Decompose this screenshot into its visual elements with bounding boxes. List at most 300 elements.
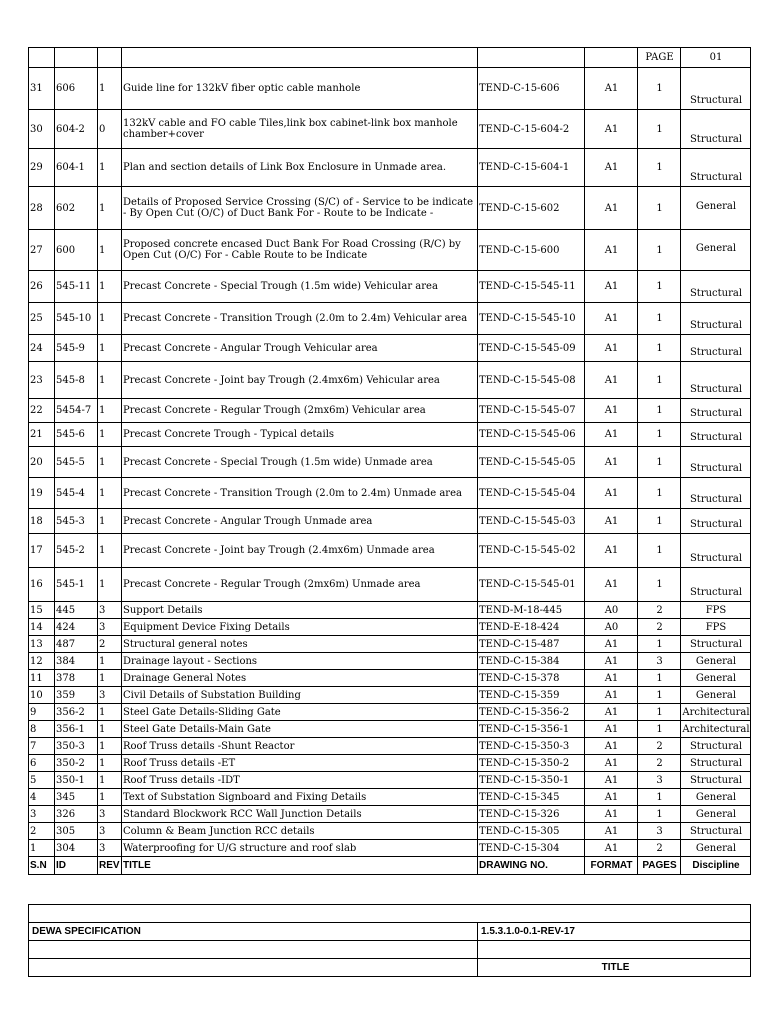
cell-drawing-no: TEND-C-15-545-06 (478, 423, 585, 447)
cell-rev: 1 (98, 335, 122, 362)
cell-pages: 1 (638, 68, 681, 110)
cell-format: A1 (585, 568, 638, 602)
cell-pages: 1 (638, 687, 681, 704)
cell-sn: 27 (29, 230, 55, 271)
cell-rev: 1 (98, 68, 122, 110)
cell-pages: 2 (638, 755, 681, 772)
cell-drawing-no: TEND-C-15-345 (478, 789, 585, 806)
footer-spec-row (29, 923, 751, 941)
table-row (29, 840, 751, 857)
cell-format: A1 (585, 806, 638, 823)
cell-pages: 1 (638, 704, 681, 721)
cell-rev: 1 (98, 362, 122, 399)
cell-discipline: Architectural (681, 704, 751, 721)
cell-drawing-no: TEND-C-15-545-10 (478, 303, 585, 335)
cell-drawing-no: TEND-C-15-378 (478, 670, 585, 687)
table-row (29, 568, 751, 602)
cell-format: A1 (585, 271, 638, 303)
cell-drawing-no: TEND-C-15-304 (478, 840, 585, 857)
cell-drawing-no: TEND-C-15-606 (478, 68, 585, 110)
cell-sn: 5 (29, 772, 55, 789)
cell-title: Structural general notes (122, 636, 478, 653)
cell-id: 545-10 (55, 303, 98, 335)
cell-discipline: FPS (681, 602, 751, 619)
cell-rev: 3 (98, 840, 122, 857)
cell-title: Precast Concrete - Joint bay Trough (2.4mx6m) Unmade area (122, 534, 478, 568)
cell-discipline: Structural (681, 110, 751, 149)
cell-format: A0 (585, 619, 638, 636)
cell-title: Precast Concrete - Regular Trough (2mx6m) Vehicular area (122, 399, 478, 423)
cell-id: 305 (55, 823, 98, 840)
cell-rev: 1 (98, 303, 122, 335)
cell-pages: 1 (638, 230, 681, 271)
cell-format: A1 (585, 68, 638, 110)
cell-sn: 17 (29, 534, 55, 568)
cell-id: 604-2 (55, 110, 98, 149)
table-row (29, 335, 751, 362)
cell-discipline: Structural (681, 303, 751, 335)
cell-format: A1 (585, 534, 638, 568)
cell-rev: 1 (98, 772, 122, 789)
cell-discipline: Architectural (681, 721, 751, 738)
cell-title: Precast Concrete - Special Trough (1.5m wide) Vehicular area (122, 271, 478, 303)
table-row (29, 362, 751, 399)
cell-discipline: Structural (681, 636, 751, 653)
cell-drawing-no: TEND-E-18-424 (478, 619, 585, 636)
cell-sn: 31 (29, 68, 55, 110)
cell-title: Guide line for 132kV fiber optic cable manhole (122, 68, 478, 110)
cell-id: 545-4 (55, 478, 98, 509)
cell-pages: 1 (638, 509, 681, 534)
cell-drawing-no: TEND-C-15-545-08 (478, 362, 585, 399)
cell-rev: 1 (98, 568, 122, 602)
cell-discipline: Structural (681, 478, 751, 509)
header-title: TITLE (122, 857, 478, 875)
cell-discipline: General (681, 806, 751, 823)
table-row (29, 187, 751, 230)
cell-id: 600 (55, 230, 98, 271)
cell-format: A1 (585, 840, 638, 857)
cell-title: Precast Concrete - Transition Trough (2.0m to 2.4m) Vehicular area (122, 303, 478, 335)
cell-sn: 19 (29, 478, 55, 509)
cell-format: A1 (585, 687, 638, 704)
cell-format: A1 (585, 423, 638, 447)
cell-drawing-no: TEND-C-15-545-09 (478, 335, 585, 362)
cell-id: 545-6 (55, 423, 98, 447)
cell-drawing-no: TEND-C-15-359 (478, 687, 585, 704)
cell-id: 356-2 (55, 704, 98, 721)
cell-pages: 1 (638, 806, 681, 823)
cell-title: Steel Gate Details-Main Gate (122, 721, 478, 738)
column-header-row (29, 857, 751, 875)
header-id: ID (55, 857, 98, 875)
table-row (29, 687, 751, 704)
cell-pages: 1 (638, 271, 681, 303)
cell-id: 545-5 (55, 447, 98, 478)
table-row (29, 721, 751, 738)
cell-rev: 3 (98, 687, 122, 704)
cell-sn: 15 (29, 602, 55, 619)
cell-rev: 1 (98, 738, 122, 755)
cell-rev: 1 (98, 399, 122, 423)
table-row (29, 271, 751, 303)
table-row (29, 653, 751, 670)
cell-sn: 16 (29, 568, 55, 602)
cell-title: Plan and section details of Link Box Enclosure in Unmade area. (122, 149, 478, 187)
cell-discipline: Structural (681, 534, 751, 568)
cell-title: Column & Beam Junction RCC details (122, 823, 478, 840)
cell-discipline: General (681, 230, 751, 271)
cell-drawing-no: TEND-C-15-604-2 (478, 110, 585, 149)
cell-drawing-no: TEND-C-15-384 (478, 653, 585, 670)
cell-id: 545-2 (55, 534, 98, 568)
cell-sn: 30 (29, 110, 55, 149)
table-row (29, 772, 751, 789)
cell-discipline: Structural (681, 823, 751, 840)
cell-id: 487 (55, 636, 98, 653)
cell-pages: 1 (638, 187, 681, 230)
header-drawing-no: DRAWING NO. (478, 857, 585, 875)
table-row (29, 509, 751, 534)
cell-discipline: Structural (681, 738, 751, 755)
cell-title: Support Details (122, 602, 478, 619)
table-row (29, 789, 751, 806)
cell-pages: 2 (638, 619, 681, 636)
cell-id: 350-2 (55, 755, 98, 772)
footer-title-row (29, 959, 751, 977)
cell-rev: 3 (98, 806, 122, 823)
cell-pages: 1 (638, 534, 681, 568)
cell-discipline: Structural (681, 772, 751, 789)
cell-title: Proposed concrete encased Duct Bank For Road Crossing (R/C) by Open Cut (O/C) For - Cable Route to be Indicate (122, 230, 478, 271)
cell-drawing-no: TEND-C-15-350-2 (478, 755, 585, 772)
cell-pages: 2 (638, 602, 681, 619)
cell-format: A1 (585, 823, 638, 840)
cell-title: Equipment Device Fixing Details (122, 619, 478, 636)
cell-sn: 25 (29, 303, 55, 335)
cell-drawing-no: TEND-C-15-545-01 (478, 568, 585, 602)
cell-format: A1 (585, 755, 638, 772)
cell-sn: 14 (29, 619, 55, 636)
spec-number: 1.5.3.1.0-0.1-REV-17 (478, 923, 751, 941)
cell-drawing-no: TEND-C-15-326 (478, 806, 585, 823)
cell-id: 606 (55, 68, 98, 110)
cell-id: 359 (55, 687, 98, 704)
cell-id: 545-3 (55, 509, 98, 534)
footer-empty-row (29, 941, 751, 959)
cell-sn: 18 (29, 509, 55, 534)
cell-discipline: General (681, 840, 751, 857)
cell-rev: 1 (98, 534, 122, 568)
cell-format: A1 (585, 509, 638, 534)
cell-rev: 1 (98, 149, 122, 187)
cell-pages: 2 (638, 840, 681, 857)
cell-sn: 13 (29, 636, 55, 653)
cell-drawing-no: TEND-C-15-305 (478, 823, 585, 840)
cell-sn: 28 (29, 187, 55, 230)
cell-format: A1 (585, 110, 638, 149)
cell-drawing-no: TEND-C-15-545-02 (478, 534, 585, 568)
cell-pages: 1 (638, 362, 681, 399)
cell-format: A1 (585, 704, 638, 721)
cell-pages: 2 (638, 738, 681, 755)
cell-sn: 1 (29, 840, 55, 857)
table-row (29, 423, 751, 447)
cell-title: Precast Concrete Trough - Typical details (122, 423, 478, 447)
cell-pages: 1 (638, 568, 681, 602)
cell-discipline: General (681, 687, 751, 704)
cell-sn: 20 (29, 447, 55, 478)
cell-rev: 1 (98, 230, 122, 271)
cell-pages: 1 (638, 789, 681, 806)
cell-id: 345 (55, 789, 98, 806)
cell-format: A1 (585, 670, 638, 687)
cell-rev: 1 (98, 271, 122, 303)
cell-sn: 6 (29, 755, 55, 772)
cell-rev: 3 (98, 823, 122, 840)
cell-id: 350-1 (55, 772, 98, 789)
cell-id: 604-1 (55, 149, 98, 187)
cell-title: Precast Concrete - Special Trough (1.5m wide) Unmade area (122, 447, 478, 478)
cell-rev: 0 (98, 110, 122, 149)
cell-pages: 3 (638, 653, 681, 670)
cell-rev: 1 (98, 755, 122, 772)
cell-id: 545-11 (55, 271, 98, 303)
cell-sn: 24 (29, 335, 55, 362)
cell-id: 350-3 (55, 738, 98, 755)
cell-pages: 1 (638, 335, 681, 362)
table-row (29, 303, 751, 335)
cell-pages: 1 (638, 636, 681, 653)
cell-id: 602 (55, 187, 98, 230)
table-row (29, 478, 751, 509)
cell-id: 304 (55, 840, 98, 857)
cell-rev: 1 (98, 187, 122, 230)
cell-discipline: Structural (681, 399, 751, 423)
drawing-register-table (28, 47, 751, 875)
cell-title: Precast Concrete - Joint bay Trough (2.4mx6m) Vehicular area (122, 362, 478, 399)
cell-title: Steel Gate Details-Sliding Gate (122, 704, 478, 721)
cell-drawing-no: TEND-C-15-350-1 (478, 772, 585, 789)
footer-blank-row (29, 905, 751, 923)
cell-pages: 1 (638, 303, 681, 335)
table-row (29, 823, 751, 840)
cell-format: A1 (585, 149, 638, 187)
table-row (29, 670, 751, 687)
cell-sn: 2 (29, 823, 55, 840)
cell-sn: 22 (29, 399, 55, 423)
cell-rev: 3 (98, 602, 122, 619)
cell-format: A1 (585, 303, 638, 335)
page-label: PAGE (638, 48, 681, 68)
cell-discipline: General (681, 670, 751, 687)
cell-rev: 1 (98, 653, 122, 670)
cell-title: Roof Truss details -Shunt Reactor (122, 738, 478, 755)
cell-title: Drainage General Notes (122, 670, 478, 687)
table-row (29, 534, 751, 568)
header-format: FORMAT (585, 857, 638, 875)
cell-id: 424 (55, 619, 98, 636)
spec-label: DEWA SPECIFICATION (29, 923, 478, 941)
cell-pages: 1 (638, 478, 681, 509)
cell-title: Roof Truss details -ET (122, 755, 478, 772)
cell-discipline: General (681, 187, 751, 230)
cell-drawing-no: TEND-C-15-545-11 (478, 271, 585, 303)
cell-discipline: FPS (681, 619, 751, 636)
cell-discipline: Structural (681, 149, 751, 187)
table-row (29, 704, 751, 721)
cell-sn: 10 (29, 687, 55, 704)
cell-discipline: Structural (681, 509, 751, 534)
cell-sn: 11 (29, 670, 55, 687)
cell-sn: 3 (29, 806, 55, 823)
cell-discipline: Structural (681, 568, 751, 602)
cell-discipline: Structural (681, 271, 751, 303)
cell-pages: 1 (638, 721, 681, 738)
cell-format: A1 (585, 738, 638, 755)
cell-drawing-no: TEND-C-15-600 (478, 230, 585, 271)
cell-drawing-no: TEND-C-15-545-04 (478, 478, 585, 509)
cell-discipline: Structural (681, 68, 751, 110)
cell-format: A1 (585, 636, 638, 653)
cell-id: 326 (55, 806, 98, 823)
page-number: 01 (681, 48, 751, 68)
cell-drawing-no: TEND-C-15-350-3 (478, 738, 585, 755)
cell-format: A1 (585, 230, 638, 271)
cell-rev: 1 (98, 670, 122, 687)
cell-sn: 23 (29, 362, 55, 399)
cell-rev: 1 (98, 721, 122, 738)
cell-id: 545-1 (55, 568, 98, 602)
cell-discipline: Structural (681, 423, 751, 447)
cell-format: A1 (585, 362, 638, 399)
cell-id: 445 (55, 602, 98, 619)
header-rev: REV (98, 857, 122, 875)
cell-drawing-no: TEND-C-15-545-05 (478, 447, 585, 478)
cell-drawing-no: TEND-C-15-487 (478, 636, 585, 653)
cell-discipline: Structural (681, 335, 751, 362)
cell-drawing-no: TEND-C-15-604-1 (478, 149, 585, 187)
cell-drawing-no: TEND-C-15-545-07 (478, 399, 585, 423)
cell-title: Civil Details of Substation Building (122, 687, 478, 704)
cell-discipline: Structural (681, 447, 751, 478)
cell-sn: 4 (29, 789, 55, 806)
cell-sn: 7 (29, 738, 55, 755)
cell-rev: 3 (98, 619, 122, 636)
cell-id: 356-1 (55, 721, 98, 738)
cell-rev: 1 (98, 704, 122, 721)
cell-rev: 2 (98, 636, 122, 653)
cell-id: 545-9 (55, 335, 98, 362)
table-row (29, 399, 751, 423)
cell-title: Precast Concrete - Transition Trough (2.0m to 2.4m) Unmade area (122, 478, 478, 509)
cell-title: Details of Proposed Service Crossing (S/C) of - Service to be indicate - By Open Cut (O/C) of Duct Bank For - Route to be Indicate - (122, 187, 478, 230)
cell-title: Roof Truss details -IDT (122, 772, 478, 789)
cell-rev: 1 (98, 447, 122, 478)
cell-id: 384 (55, 653, 98, 670)
cell-pages: 3 (638, 823, 681, 840)
page-header-row (29, 48, 751, 68)
table-row (29, 806, 751, 823)
table-row (29, 602, 751, 619)
cell-rev: 1 (98, 423, 122, 447)
cell-pages: 1 (638, 399, 681, 423)
table-row (29, 755, 751, 772)
cell-format: A1 (585, 721, 638, 738)
cell-drawing-no: TEND-C-15-602 (478, 187, 585, 230)
cell-format: A1 (585, 187, 638, 230)
cell-drawing-no: TEND-M-18-445 (478, 602, 585, 619)
cell-format: A1 (585, 335, 638, 362)
cell-pages: 1 (638, 149, 681, 187)
cell-discipline: General (681, 653, 751, 670)
cell-sn: 21 (29, 423, 55, 447)
cell-sn: 12 (29, 653, 55, 670)
table-row (29, 110, 751, 149)
header-sn: S.N (29, 857, 55, 875)
header-pages: PAGES (638, 857, 681, 875)
cell-drawing-no: TEND-C-15-545-03 (478, 509, 585, 534)
cell-sn: 29 (29, 149, 55, 187)
cell-id: 378 (55, 670, 98, 687)
cell-title: Precast Concrete - Regular Trough (2mx6m) Unmade area (122, 568, 478, 602)
footer-table (28, 904, 751, 977)
cell-title: Precast Concrete - Angular Trough Unmade area (122, 509, 478, 534)
cell-drawing-no: TEND-C-15-356-1 (478, 721, 585, 738)
cell-title: Standard Blockwork RCC Wall Junction Details (122, 806, 478, 823)
cell-title: Text of Substation Signboard and Fixing Details (122, 789, 478, 806)
cell-pages: 1 (638, 423, 681, 447)
title-label: TITLE (478, 959, 751, 977)
table-row (29, 636, 751, 653)
cell-pages: 1 (638, 110, 681, 149)
cell-format: A1 (585, 447, 638, 478)
cell-format: A1 (585, 772, 638, 789)
table-row (29, 149, 751, 187)
cell-format: A1 (585, 478, 638, 509)
cell-title: Precast Concrete - Angular Trough Vehicular area (122, 335, 478, 362)
table-row (29, 68, 751, 110)
cell-id: 5454-7 (55, 399, 98, 423)
cell-format: A1 (585, 399, 638, 423)
cell-format: A1 (585, 653, 638, 670)
cell-drawing-no: TEND-C-15-356-2 (478, 704, 585, 721)
cell-rev: 1 (98, 509, 122, 534)
table-row (29, 738, 751, 755)
cell-sn: 8 (29, 721, 55, 738)
cell-title: 132kV cable and FO cable Tiles,link box cabinet-link box manhole chamber+cover (122, 110, 478, 149)
cell-discipline: Structural (681, 362, 751, 399)
cell-format: A0 (585, 602, 638, 619)
cell-sn: 26 (29, 271, 55, 303)
cell-pages: 3 (638, 772, 681, 789)
cell-id: 545-8 (55, 362, 98, 399)
cell-rev: 1 (98, 478, 122, 509)
table-row (29, 447, 751, 478)
cell-discipline: Structural (681, 755, 751, 772)
cell-format: A1 (585, 789, 638, 806)
table-row (29, 619, 751, 636)
cell-discipline: General (681, 789, 751, 806)
header-discipline: Discipline (681, 857, 751, 875)
cell-title: Drainage layout - Sections (122, 653, 478, 670)
cell-rev: 1 (98, 789, 122, 806)
cell-title: Waterproofing for U/G structure and roof slab (122, 840, 478, 857)
cell-pages: 1 (638, 670, 681, 687)
table-row (29, 230, 751, 271)
cell-sn: 9 (29, 704, 55, 721)
cell-pages: 1 (638, 447, 681, 478)
